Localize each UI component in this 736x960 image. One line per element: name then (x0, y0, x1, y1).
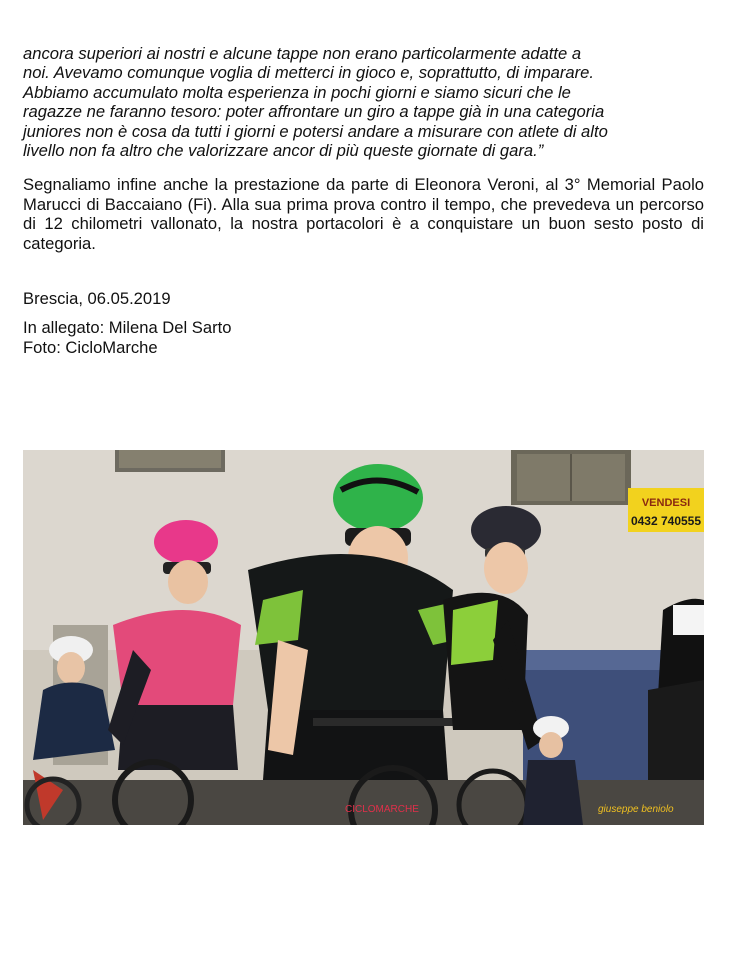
photo-credit-line: Foto: CicloMarche (23, 337, 158, 357)
quote-line: noi. Avevamo comunque voglia di metterci in gioco e, soprattutto, di imparare. (23, 63, 594, 83)
quote-line: ancora superiori ai nostri e alcune tappe non erano particolarmente adatte a (23, 44, 582, 63)
quote-line: juniores non è cosa da tutti i giorni e potersi andare a misurare con atlete di alto (23, 121, 608, 141)
date-line: Brescia, 06.05.2019 (23, 289, 171, 309)
quote-paragraph (23, 44, 704, 160)
for-sale-sign (628, 488, 704, 532)
body-paragraph: Segnaliamo infine anche la prestazione da parte di Eleonora Veroni, al 3° Memorial Paolo Marucci di Baccaiano (Fi). Alla sua prima prova contro il tempo, che prevedeva un percorso di 12 chilometri vallonato, la nostra portacolori è a conquistare un buon sesto posto di categoria. (23, 175, 704, 253)
watermark-left: CICLOMARCHE (345, 804, 419, 815)
quote-line: livello non fa altro che valorizzare ancor di più queste giornate di gara.” (23, 141, 544, 161)
sign-text-2: 0432 740555 (630, 514, 702, 528)
attachment-line: In allegato: Milena Del Sarto (23, 318, 232, 338)
quote-line: ragazze ne faranno tesoro: poter affrontare un giro a tappe già in una categoria (23, 102, 605, 122)
document-page (23, 44, 704, 357)
cycling-race-photo (23, 450, 704, 825)
sign-text-1: VENDESI (641, 497, 691, 509)
quote-line: Abbiamo accumulato molta esperienza in pochi giorni e siamo sicuri che le (23, 82, 571, 102)
watermark-right: giuseppe beniolo (598, 804, 674, 815)
